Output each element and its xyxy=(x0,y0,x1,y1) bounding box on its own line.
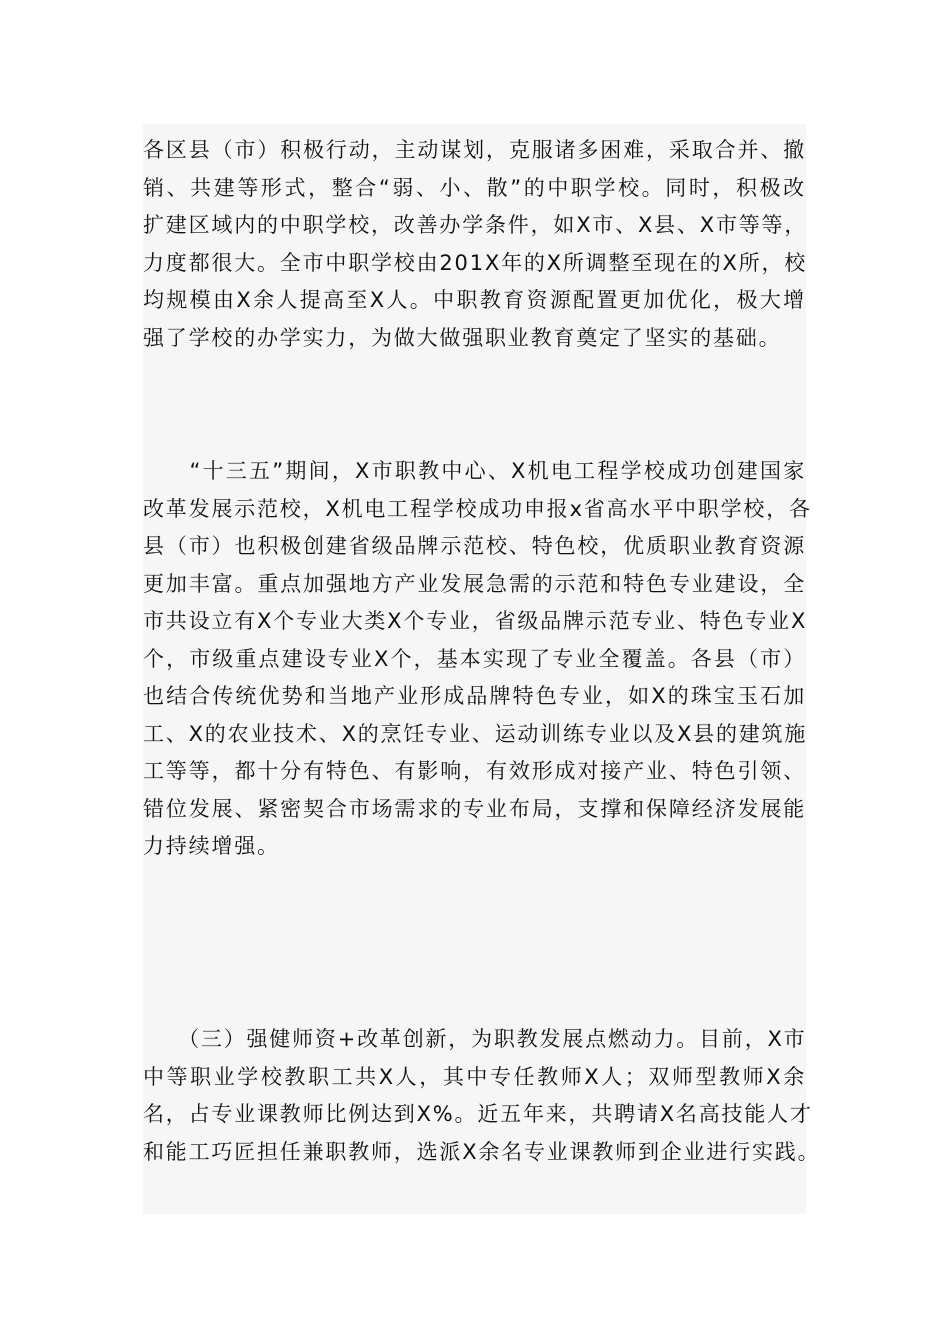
text-line: 也结合传统优势和当地产业形成品牌特色专业，如X的珠宝玉石加 xyxy=(143,684,806,708)
text-line: 工、X的农业技术、X的烹饪专业、运动训练专业以及X县的建筑施 xyxy=(143,721,808,746)
text-line: 改革发展示范校，X机电工程学校成功申报x省高水平中职学校，各 xyxy=(143,496,812,521)
text-line: 更加丰富。重点加强地方产业发展急需的示范和特色专业建设，全 xyxy=(143,571,806,596)
text-line: 扩建区域内的中职学校，改善办学条件，如X市、X县、X市等等， xyxy=(143,213,808,237)
document-text-block xyxy=(143,124,821,1214)
text-line: 力度都很大。全市中职学校由201X年的X所调整至现在的X所，校 xyxy=(143,250,808,275)
paragraph-consolidation xyxy=(143,132,806,357)
text-line: 均规模由X余人提高至X人。中职教育资源配置更加优化，极大增 xyxy=(143,288,806,312)
text-line: 个，市级重点建设专业X个，基本实现了专业全覆盖。各县（市） xyxy=(143,646,806,671)
paragraph-thirteenth-five-year xyxy=(143,453,812,866)
text-line: 中等职业学校教职工共X人，其中专任教师X人；双师型教师X余 xyxy=(143,1064,806,1089)
text-line: 名，占专业课教师比例达到X%。近五年来，共聘请X名高技能人才 xyxy=(143,1102,813,1126)
text-line: 销、共建等形式，整合“弱、小、散”的中职学校。同时，积极改 xyxy=(143,175,806,200)
text-line: 各区县（市）积极行动，主动谋划，克服诸多困难，采取合并、撤 xyxy=(143,138,806,162)
text-line: （三）强健师资+改革创新，为职教发展点燃动力。目前，X市 xyxy=(143,1027,807,1051)
text-line: 工等等，都十分有特色、有影响，有效形成对接产业、特色引领、 xyxy=(143,759,806,783)
text-line: “十三五”期间，X市职教中心、X机电工程学校成功创建国家 xyxy=(143,459,806,483)
text-line: 强了学校的办学实力，为做大做强职业教育奠定了坚实的基础。 xyxy=(143,325,782,350)
text-line: 错位发展、紧密契合市场需求的专业布局，支撑和保障经济发展能 xyxy=(143,796,806,821)
text-line: 县（市）也积极创建省级品牌示范校、特色校，优质职业教育资源 xyxy=(143,534,806,558)
text-line: 市共设立有X个专业大类X个专业，省级品牌示范专业、特色专业X xyxy=(143,609,808,633)
text-line: 和能工巧匠担任兼职教师，选派X余名专业课教师到企业进行实践。 xyxy=(143,1139,821,1164)
text-line: 力持续增强。 xyxy=(143,834,280,858)
paragraph-teachers-reform xyxy=(143,1021,821,1171)
